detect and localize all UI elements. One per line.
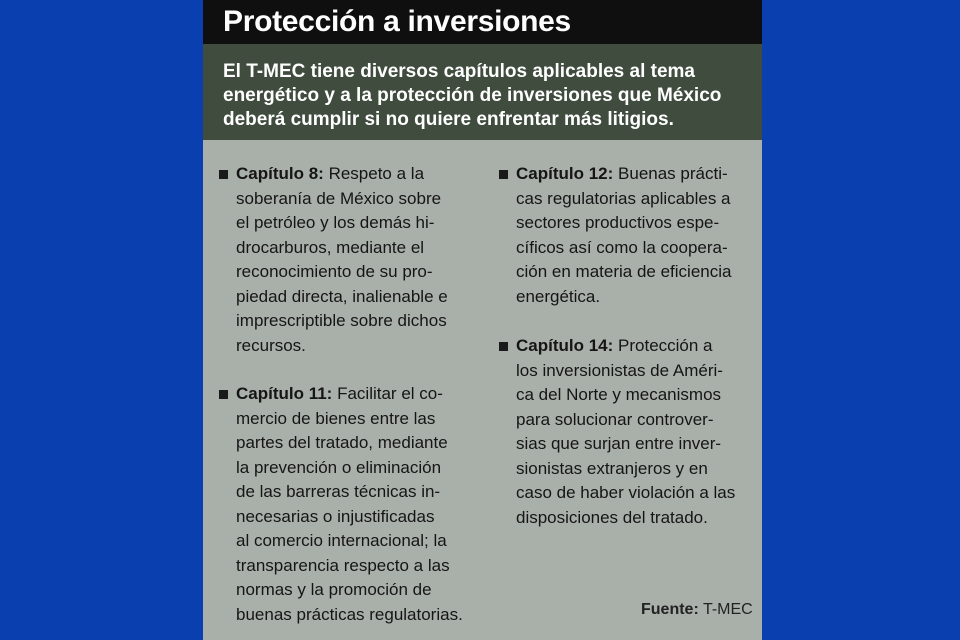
infographic-panel	[203, 0, 762, 640]
intro-line: energético y a la protección de inversiones que México	[223, 85, 722, 106]
chapter-text-line: la prevención o eliminación	[236, 457, 442, 477]
chapter-text-line: para solucionar controver-	[516, 409, 714, 429]
source-credit	[641, 600, 753, 620]
chapter-text-line: piedad directa, inalienable e	[236, 286, 448, 306]
chapter-text-line: de las barreras técnicas in-	[236, 482, 441, 501]
chapter-text-line: energética.	[516, 286, 601, 306]
chapter-first-line	[516, 334, 713, 359]
bullet-icon	[499, 170, 508, 179]
chapter-text-line: soberanía de México sobre	[236, 188, 442, 208]
chapter-text-line: sectores productivos espe-	[516, 213, 720, 232]
chapter-heading: Capítulo 8:	[236, 164, 324, 183]
chapter-text-line: caso de haber violación a las	[516, 483, 736, 502]
intro-line: El T-MEC tiene diversos capítulos aplicables al tema	[223, 61, 695, 82]
source-value: T-MEC	[698, 601, 753, 618]
chapter-text-line: recursos.	[236, 335, 306, 355]
chapter-text-line: mercio de bienes entre las	[236, 408, 436, 428]
title-bar	[203, 0, 762, 44]
chapter-text-line: cas regulatorias aplicables a	[516, 188, 731, 208]
chapter-text: Buenas prácti-	[613, 164, 728, 183]
chapter-text-line: necesarias o injustificadas	[236, 506, 435, 526]
chapter-text-line: buenas prácticas regulatorias.	[236, 604, 463, 624]
chapter-text-line: normas y la promoción de	[236, 580, 432, 599]
chapter-first-line	[516, 162, 728, 187]
chapter-text-line: ca del Norte y mecanismos	[516, 385, 722, 404]
chapter-text-line: transparencia respecto a las	[236, 555, 450, 575]
chapter-heading: Capítulo 12:	[516, 164, 614, 183]
chapter-first-line	[236, 382, 443, 407]
source-label: Fuente:	[641, 601, 699, 618]
chapter-heading: Capítulo 11:	[236, 384, 333, 403]
chapter-text-line: los inversionistas de Améri-	[516, 360, 723, 380]
chapter-text-line: imprescriptible sobre dichos	[236, 311, 447, 330]
chapter-text-line: partes del tratado, mediante	[236, 433, 448, 452]
bullet-icon	[219, 170, 228, 179]
chapter-text-line: disposiciones del tratado.	[516, 507, 708, 527]
page-title: Protección a inversiones	[223, 5, 571, 38]
chapter-text-line: al comercio internacional; la	[236, 531, 447, 550]
chapter-text: Protección a	[613, 336, 713, 355]
intro-line: deberá cumplir si no quiere enfrentar más litigios.	[223, 109, 674, 130]
bullet-icon	[219, 390, 228, 399]
chapter-text-line: drocarburos, mediante el	[236, 237, 425, 257]
chapter-text-line: cíficos así como la coopera-	[516, 237, 728, 257]
chapter-text-line: sionistas extranjeros y en	[516, 458, 708, 478]
chapter-text: Respeto a la	[323, 164, 425, 183]
chapter-text-line: reconocimiento de su pro-	[236, 262, 433, 281]
chapter-text: Facilitar el co-	[332, 384, 443, 403]
chapter-heading: Capítulo 14:	[516, 336, 614, 355]
chapter-text-line: sias que surjan entre inver-	[516, 434, 722, 453]
chapter-text-line: ción en materia de eficiencia	[516, 262, 732, 281]
chapter-text-line: el petróleo y los demás hi-	[236, 213, 435, 232]
bullet-icon	[499, 342, 508, 351]
intro-box	[203, 44, 762, 140]
chapter-first-line	[236, 162, 424, 187]
